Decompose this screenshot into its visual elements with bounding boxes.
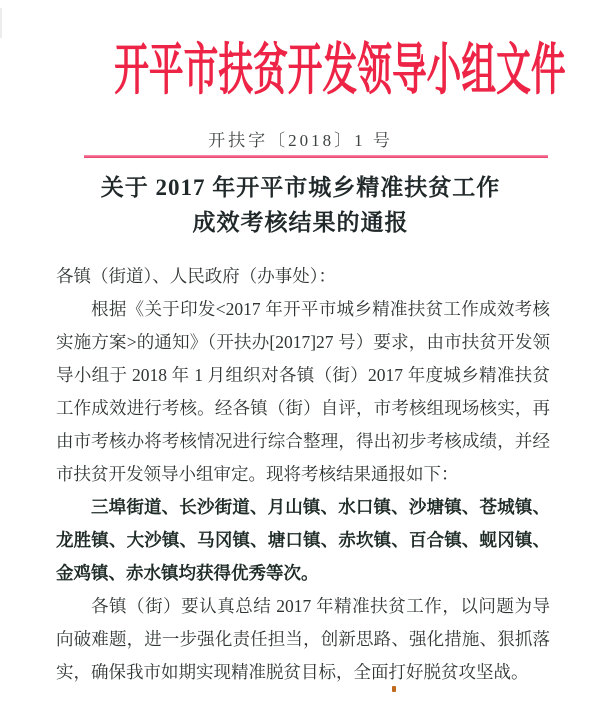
paragraph-future-requirements: 各镇（街）要认真总结 2017 年精准扶贫工作，以问题为导向破难题，进一步强化责任担当，创新思路、强化措施、狠抓落实，确保我市如期实现精准脱贫目标，全面打好脱贫攻坚战。 [56,596,550,682]
document-header-title: 开平市扶贫开发领导小组文件 [114,40,566,102]
paragraph-assessment-basis: 根据《关于印发<2017 年开平市城乡精准扶贫工作成效考核实施方案>的通知》（开扶办[2017]27 号）要求，由市扶贫开发领导小组于 2018 年 1 月组织对各镇（街）2017 年度城乡精准扶贫工作成效进行考核。经各镇（街）自评，市考核组现场核实，再由市考核办将考核情况进行综合整理，得出初步考核成绩，并经市扶贫开发领导小组审定。现将考核结果通报如下： [56,299,550,484]
document-title [0,170,601,240]
paragraph-assessment-results: 三埠街道、长沙街道、月山镇、水口镇、沙塘镇、苍城镇、龙胜镇、大沙镇、马冈镇、塘口镇、赤坎镇、百合镇、蚬冈镇、金鸡镇、赤水镇均获得优秀等次。 [56,497,550,583]
scan-artifact-dot [392,686,396,692]
document-title-line2: 成效考核结果的通报 [192,210,409,235]
document-title-line1: 关于 2017 年开平市城乡精准扶贫工作 [100,175,501,200]
red-divider-line [84,155,548,158]
document-body [56,260,550,689]
scan-edge-artifact [0,8,2,38]
document-number: 开扶字〔2018〕1 号 [208,131,393,150]
salutation: 各镇（街道）、人民政府（办事处）： [56,266,336,286]
